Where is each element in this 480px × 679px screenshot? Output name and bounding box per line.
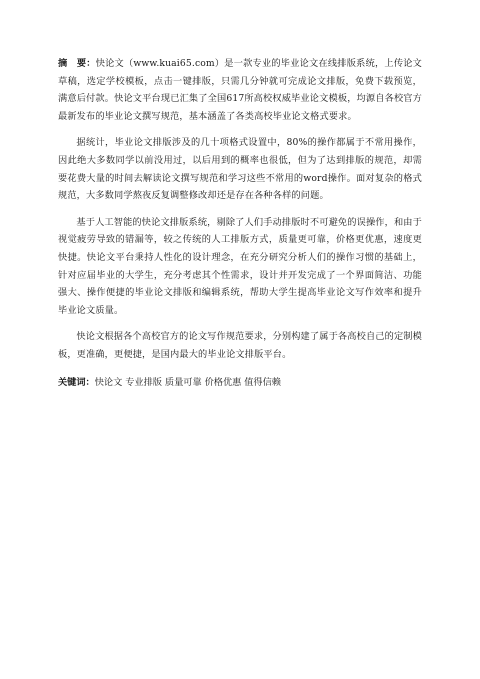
- keywords-text: 快论文 专业排版 质量可靠 价格优惠 值得信赖: [94, 376, 281, 388]
- keywords-label: 关键词：: [58, 376, 95, 388]
- keywords-line: [58, 374, 422, 392]
- abstract-paragraph-1: [58, 55, 422, 125]
- abstract-paragraph-3: 基于人工智能的快论文排版系统，剔除了人们手动排版时不可避免的误操作，和由于视觉疲劳导致的错漏等，较之传统的人工排版方式，质量更可靠，价格更优惠，速度更快捷。快论文平台秉持人性化的设计理念，在充分研究分析人们的操作习惯的基础上，针对应届毕业的大学生，充分考虑其个性需求，设计并开发完成了一个界面简洁、功能强大、操作便捷的毕业论文排版和编辑系统，帮助大学生提高毕业论文写作效率和提升毕业论文质量。: [58, 216, 422, 316]
- abstract-label: 摘 要：: [58, 58, 96, 69]
- abstract-paragraph-4: 快论文根据各个高校官方的论文写作规范要求，分别构建了属于各高校自己的定制模板，更准确，更便捷，是国内最大的毕业论文排版平台。: [58, 331, 422, 360]
- abstract-paragraph-2: 据统计，毕业论文排版涉及的几十项格式设置中，80%的操作都属于不常用操作，因此绝大多数同学以前没用过，以后用到的概率也很低，但为了达到排版的规范，却需要花费大量的时间去解读论文撰写规范和学习这些不常用的word操作。面对复杂的格式规范，大多数同学熬夜反复调整修改却还是存在各种各样的问题。: [58, 137, 422, 202]
- abstract-text-1: 快论文（www.kuai65.com）是一款专业的毕业论文在线排版系统，上传论文草稿，选定学校模板，点击一键排版，只需几分钟就可完成论文排版，免费下载预览，满意后付款。快论文平台现已汇集了全国617所高校权威毕业论文模板，均源自各校官方最新发布的毕业论文撰写规范，基本涵盖了各类高校毕业论文格式要求。: [58, 58, 422, 122]
